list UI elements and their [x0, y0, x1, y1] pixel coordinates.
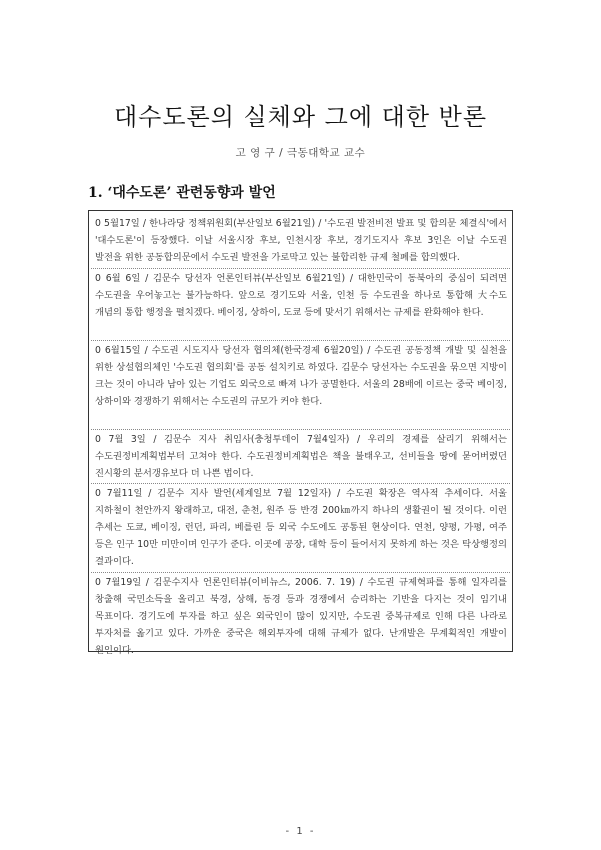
timeline-entry: 0 7월 3일 / 김문수 지사 취임사(충청투데이 7월4일자) / 우리의 경제를 살리기 위해서는 수도권정비계획법부터 고쳐야 한다. 수도권정비계획법은 책을 불태우고, 선비들을 땅에 묻어버렸던 진시황의 분서갱유보다 더 나쁜 법이다. [95, 434, 507, 479]
timeline-entry: 0 5월17일 / 한나라당 정책위원회(부산일보 6월21일) / '수도권 발전비전 발표 및 합의문 체결식'에서 '대수도론'이 등장했다. 이날 서울시장 후보, 인천시장 후보, 경기도지사 후보 3인은 이날 수도권 발전을 위한 공동합의문에서 수도권 발전을 가로막고 있는 불합리한 규제 철폐를 합의했다. [95, 218, 507, 263]
document-title: 대수도론의 실체와 그에 대한 반론 [113, 103, 488, 131]
entry-separator [91, 268, 510, 269]
timeline-entry: 0 6월 6일 / 김문수 당선자 언론인터뷰(부산일보 6월21일) / 대한민국이 동북아의 중심이 되려면 수도권을 우어놓고는 불가능하다. 앞으로 경기도와 서울, 인천 등 수도권을 하나로 통합해 大수도 개념의 통합 행정을 펼치겠다. 베이징, 상하이, 도쿄 등에 맞서기 위해서는 규제를 완화해야 한다. [95, 273, 507, 318]
entry-separator [91, 340, 510, 341]
page-number: - 1 - [285, 826, 316, 837]
author-line: 고 영 구 / 극동대학교 교수 [235, 147, 366, 159]
section-heading: 1. ‘대수도론’ 관련동향과 발언 [88, 185, 276, 201]
timeline-box [88, 210, 513, 656]
timeline-entry: 0 7월11일 / 김문수 지사 발언(세계일보 7월 12일자) / 수도권 확장은 역사적 추세이다. 서울 지하철이 천안까지 왕래하고, 대전, 춘천, 원주 등 반경 200㎞까지 하나의 생활권이 될 것이다. 이런 추세는 도쿄, 베이징, 런던, 파리, 베를린 등 외국 수도에도 공통된 현상이다. 연천, 양평, 가평, 여주 등은 인구 10만 미만이며 인구가 준다. 이곳에 공장, 대학 등이 들어서지 못하게 하는 것은 탁상행정의 결과이다. [95, 488, 507, 567]
entry-separator [91, 572, 510, 573]
entry-separator [91, 429, 510, 430]
entry-separator [91, 483, 510, 484]
timeline-entry: 0 7월19일 / 김문수지사 언론인터뷰(이비뉴스, 2006. 7. 19) / 수도권 규제혁파를 통해 일자리를 창출해 국민소득을 올리고 북경, 상해, 동경 등과 경쟁에서 승리하는 기반을 다지는 것이 임기내 목표이다. 경기도에 투자를 하고 싶은 외국인이 많이 있지만, 수도권 중복규제로 인해 다른 나라로 투자처를 옮기고 있다. 가까운 중국은 해외투자에 대해 규제가 없다. 난개발은 무계획적인 개발이 원인이다. [95, 577, 507, 656]
timeline-entry: 0 6월15일 / 수도권 시도지사 당선자 협의체(한국경제 6월20일) / 수도권 공동정책 개발 및 실천을 위한 상설협의체인 '수도권 협의회'를 공동 설치키로 하였다. 김문수 당선자는 수도권을 묶으면 지방이 크는 것이 아니라 남아 있는 기업도 외국으로 빠져 나가 공멸한다. 서울의 28배에 이르는 중국 베이징, 상하이와 경쟁하기 위해서는 수도권의 규모가 커야 한다. [95, 345, 507, 407]
